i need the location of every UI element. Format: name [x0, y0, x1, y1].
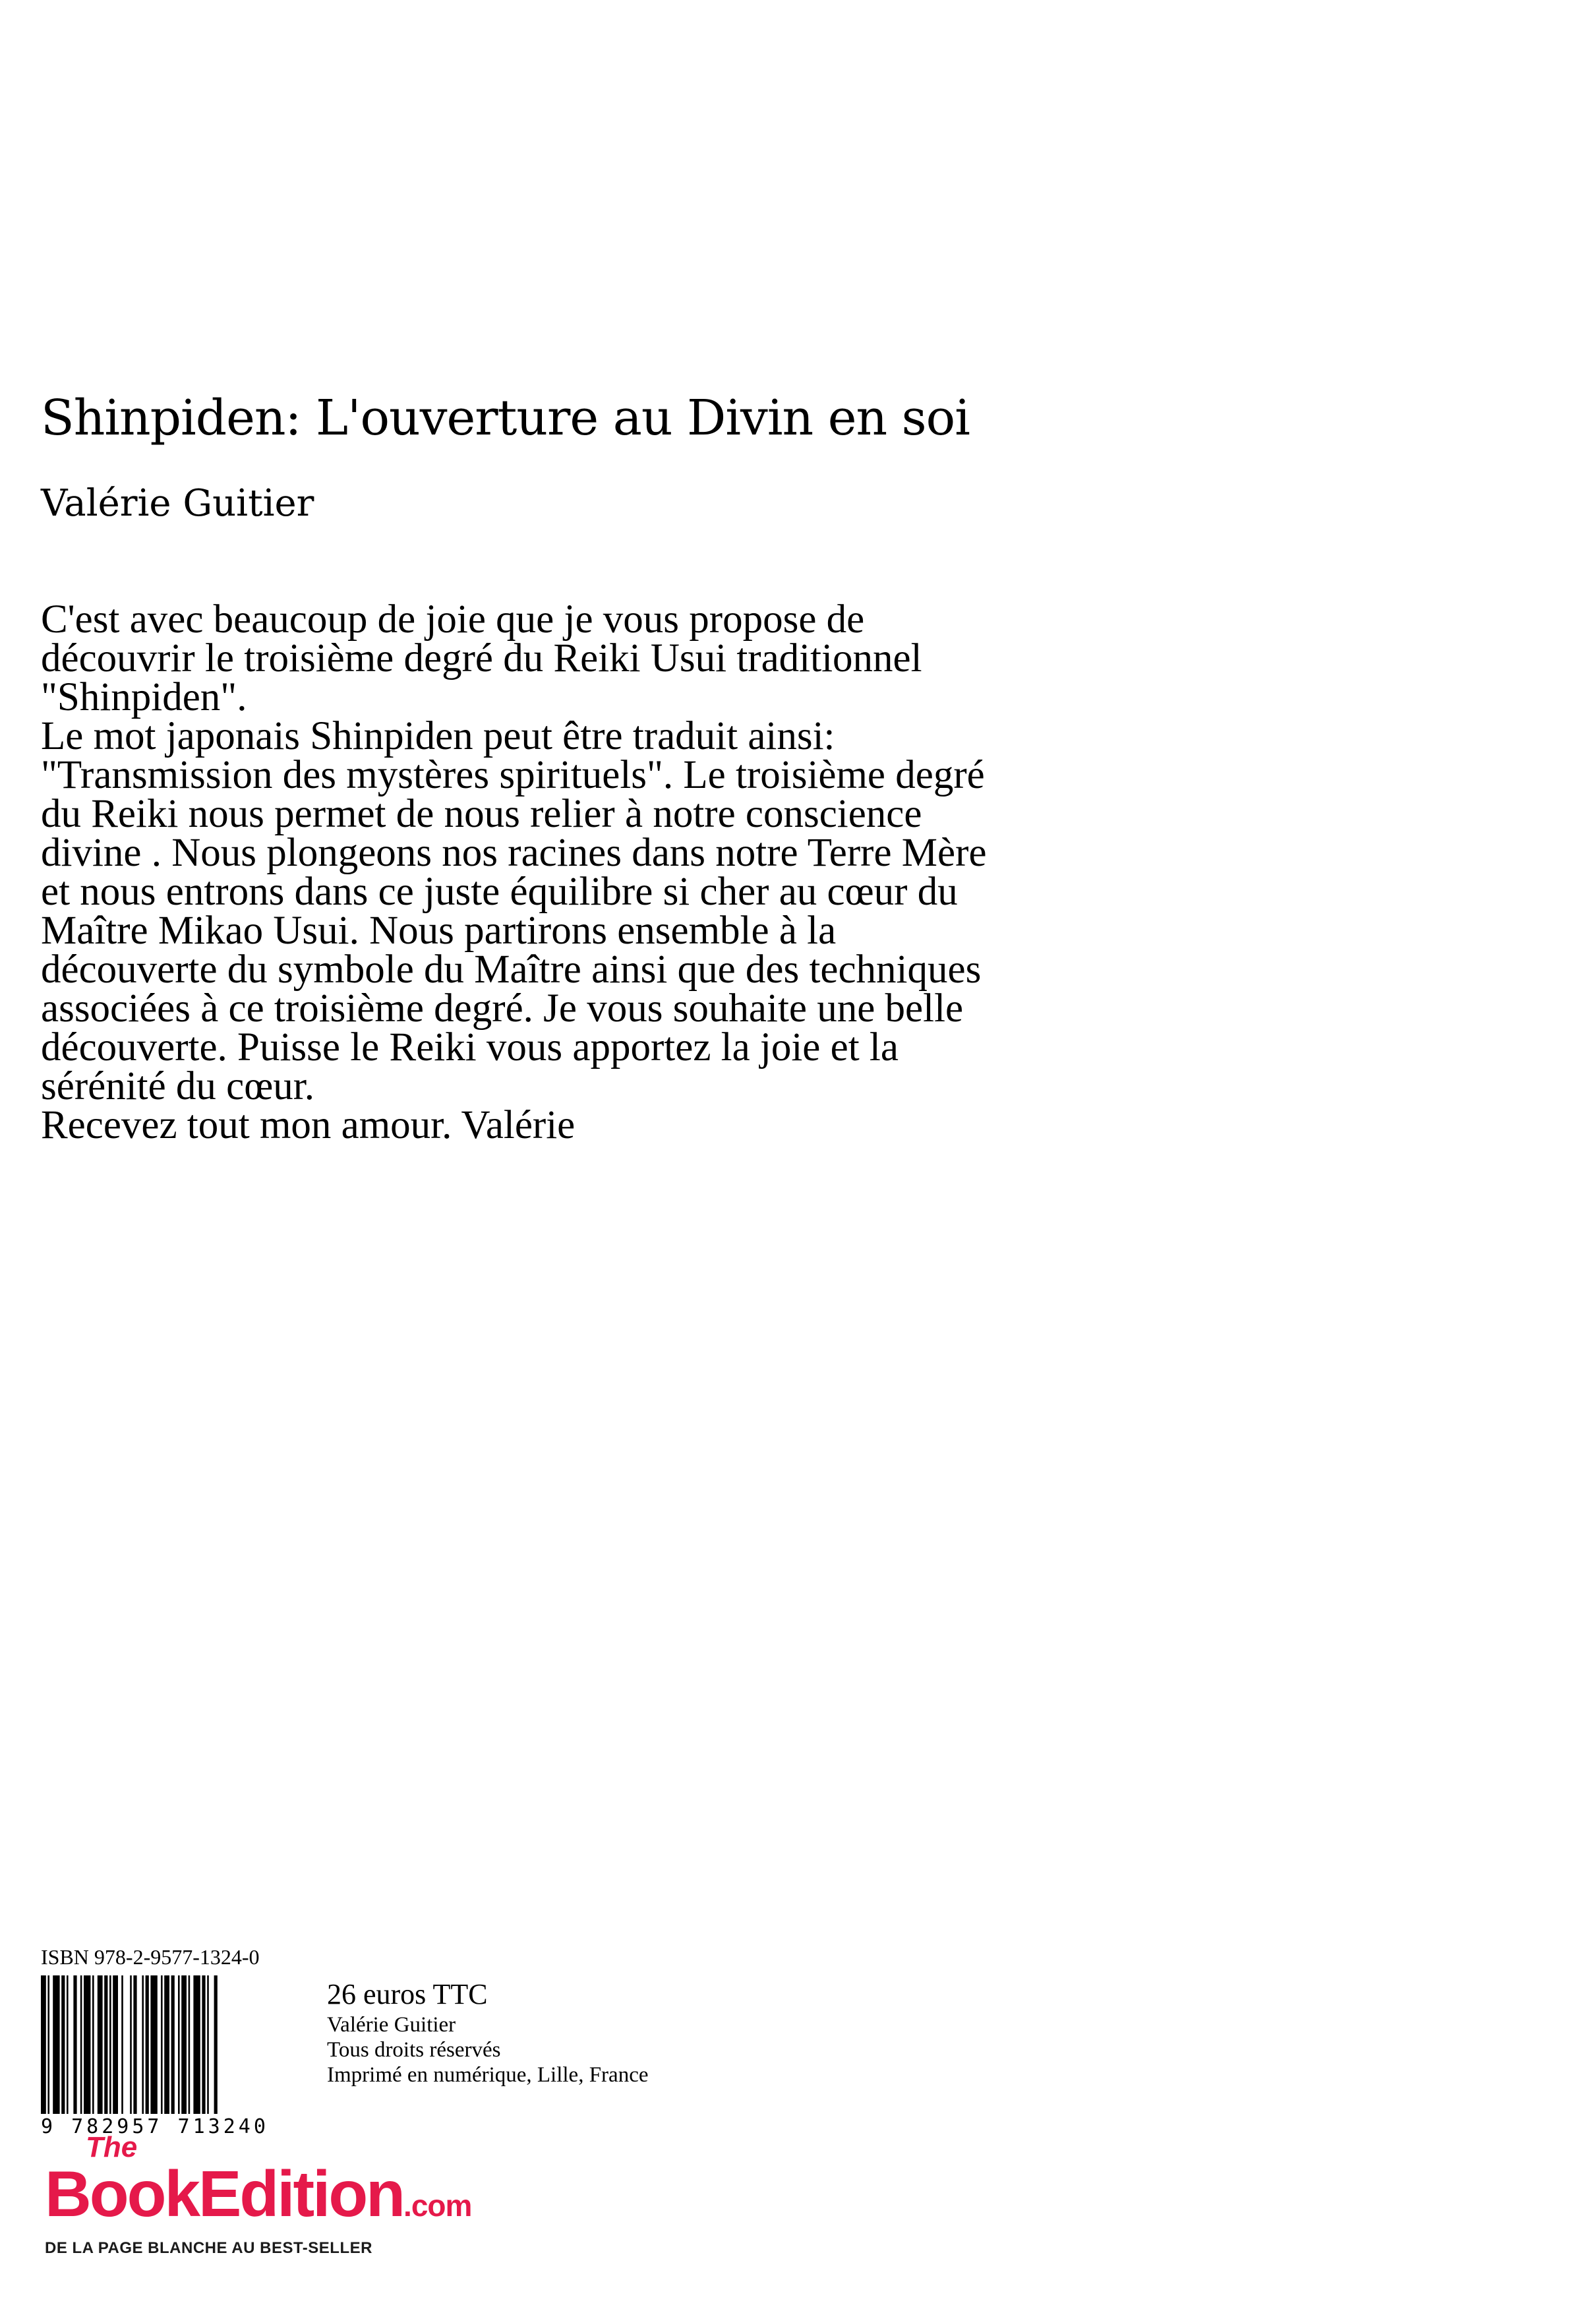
- blurb-line: associées à ce troisième degré. Je vous souhaite une belle: [41, 986, 964, 1031]
- barcode-block: [41, 1945, 291, 2138]
- logo-name: BookEdition: [45, 2157, 404, 2230]
- blurb-line: découverte du symbole du Maître ainsi que des techniques: [41, 947, 982, 992]
- blurb-line: découvrir le troisième degré du Reiki Usui traditionnel: [41, 636, 922, 680]
- logo-domain: .com: [403, 2188, 472, 2223]
- logo-the: The: [86, 2131, 138, 2163]
- isbn-label: ISBN 978-2-9577-1324-0: [41, 1945, 260, 1969]
- logo-wordmark: [45, 2157, 472, 2237]
- blurb-line: Maître Mikao Usui. Nous partirons ensemble à la: [41, 909, 837, 953]
- blurb-line: du Reiki nous permet de nous relier à notre conscience: [41, 792, 922, 836]
- price: 26 euros TTC: [327, 1978, 488, 2010]
- barcode-digits: 9 782957 713240: [41, 2115, 269, 2138]
- publisher-logo: [45, 2131, 472, 2258]
- logo-tagline: DE LA PAGE BLANCHE AU BEST-SELLER: [45, 2239, 372, 2257]
- blurb-line: C'est avec beaucoup de joie que je vous propose de: [41, 597, 865, 642]
- book-blurb: [41, 597, 1241, 1147]
- book-author: Valérie Guitier: [41, 482, 314, 525]
- blurb-line: découverte. Puisse le Reiki vous apportez la joie et la: [41, 1025, 899, 1069]
- info-author: Valérie Guitier: [327, 2013, 456, 2037]
- info-printed: Imprimé en numérique, Lille, France: [327, 2063, 649, 2087]
- blurb-line: Recevez tout mon amour. Valérie: [41, 1103, 576, 1147]
- publication-info: [327, 1978, 649, 2088]
- book-title: Shinpiden: L'ouverture au Divin en soi: [41, 390, 970, 446]
- blurb-line: Le mot japonais Shinpiden peut être traduit ainsi:: [41, 714, 835, 758]
- blurb-line: "Shinpiden".: [41, 675, 247, 719]
- blurb-line: "Transmission des mystères spirituels". Le troisième degré: [41, 753, 985, 797]
- blurb-line: divine . Nous plongeons nos racines dans notre Terre Mère: [41, 831, 987, 875]
- info-rights: Tous droits réservés: [327, 2038, 501, 2062]
- blurb-line: sérénité du cœur.: [41, 1064, 314, 1108]
- blurb-line: et nous entrons dans ce juste équilibre si cher au cœur du: [41, 870, 958, 914]
- barcode-image: [41, 1975, 291, 2114]
